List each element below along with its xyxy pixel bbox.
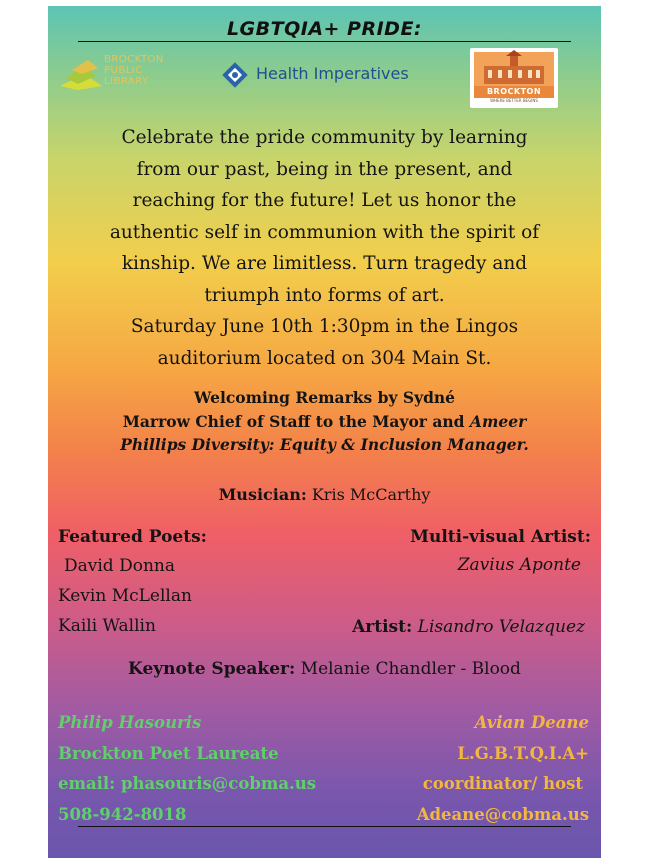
library-book-icon [58,52,104,92]
contact-email[interactable]: Adeane@cobma.us [416,804,589,824]
health-diamond-icon [220,60,250,90]
title-divider [78,41,571,42]
health-logo-text: Health Imperatives [256,64,409,83]
description-line: authentic self in communion with the spirit of [109,221,540,243]
description-line: from our past, being in the present, and [136,158,513,180]
welcome-line [58,433,591,457]
poet-name: Kevin McLellan [58,586,192,606]
coordinator-contact [329,708,589,830]
poet-name: David Donna [64,556,175,576]
welcome-line: Welcoming Remarks by Sydné [193,388,456,407]
welcome-text: Marrow Chief of Staff to the Mayor and [122,411,470,431]
keynote-name: Melanie Chandler - Blood [300,659,521,679]
artist-credit [352,617,585,637]
library-logo-line: PUBLIC [104,65,143,76]
brockton-logo-tagline: WHERE BETTER BEGINS [490,98,538,103]
welcome-name: Ameer [469,411,527,431]
description-line: Celebrate the pride community by learning [121,127,528,148]
welcome-line [58,410,591,434]
event-date-time: Saturday June 10th 1:30pm in the Lingos [130,316,519,337]
musician-label: Musician: [218,485,307,504]
musician-name: Kris McCarthy [311,485,431,504]
contact-role: Brockton Poet Laureate [58,743,279,763]
brockton-public-library-logo [58,52,168,96]
multi-visual-label: Multi-visual Artist: [410,527,591,547]
keynote-speaker [48,659,601,679]
welcoming-remarks [58,386,591,457]
contact-role: L.G.B.T.Q.I.A+ [457,743,589,763]
contact-role: coordinator/ host [422,774,583,793]
city-of-brockton-logo [470,48,558,108]
contact-name: Philip Hasouris [58,713,202,732]
multi-visual-name: Zavius Aponte [457,555,581,575]
brockton-logo-text: BROCKTON [474,86,554,98]
library-logo-line: LIBRARY [104,76,149,87]
poet-laureate-contact [58,708,358,830]
contact-name: Avian Deane [474,713,589,732]
artist-label: Artist: [352,617,413,637]
contact-phone[interactable]: 508-942-8018 [58,804,187,824]
event-location: auditorium located on 304 Main St. [157,347,492,369]
keynote-label: Keynote Speaker: [128,659,296,679]
description-line: kinship. We are limitless. Turn tragedy and [121,253,528,274]
poets-label: Featured Poets: [58,527,207,547]
artist-name: Lisandro Velazquez [417,617,585,637]
poet-name: Kaili Wallin [58,616,156,636]
event-description [68,122,581,374]
musician-credit [48,485,601,504]
description-line: triumph into forms of art. [204,284,445,306]
multi-visual-artist [410,527,591,575]
description-line: reaching for the future! Let us honor the [132,190,517,211]
footer-divider [78,826,571,827]
welcome-title: Phillips Diversity: Equity & Inclusion Manager. [120,435,529,454]
city-hall-icon [470,48,558,88]
library-logo-line: BROCKTON [104,54,164,65]
flyer [48,6,601,858]
contact-email[interactable]: email: phasouris@cobma.us [58,774,317,793]
featured-poets [58,523,318,641]
flyer-title: LGBTQIA+ PRIDE: [226,18,423,40]
